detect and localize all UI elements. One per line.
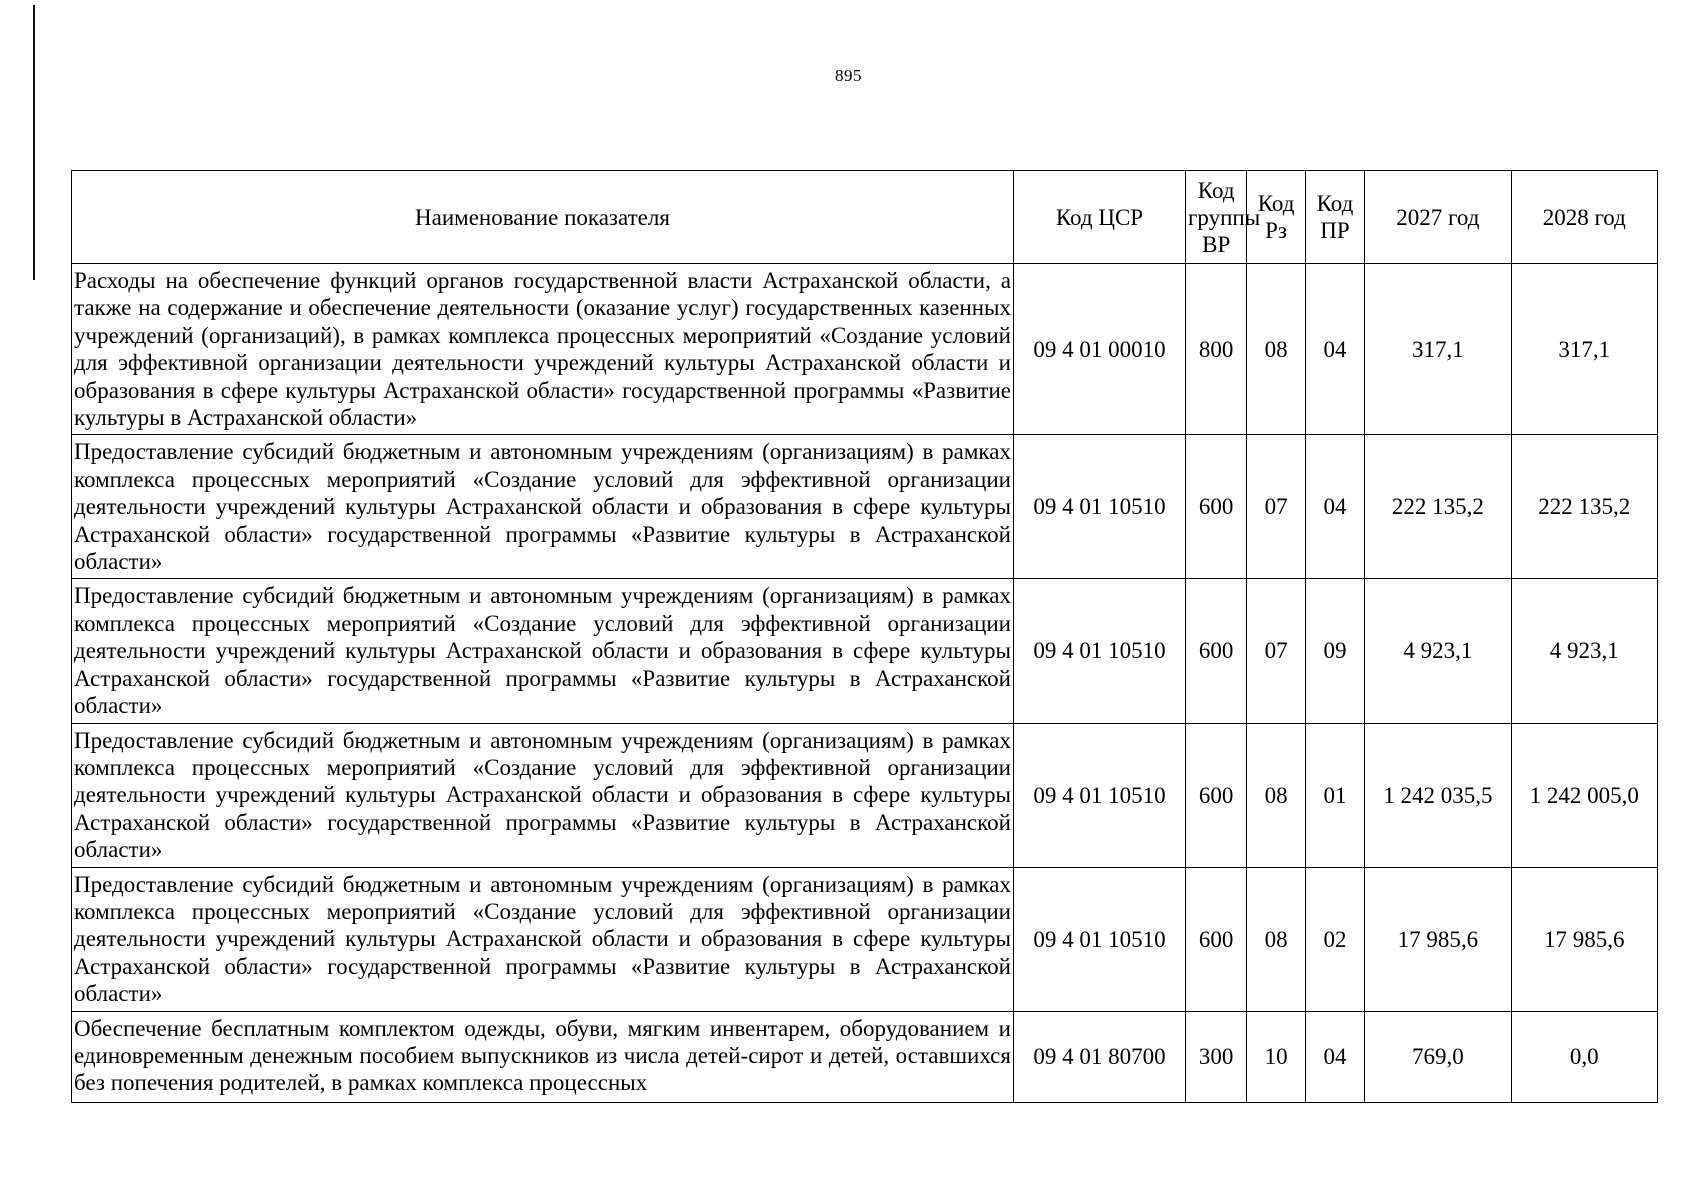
row-2028: 317,1 — [1511, 264, 1657, 435]
row-name: Предоставление субсидий бюджетным и автономным учреждениям (организациям) в рамках комплекса процессных мероприятий «Создание условий для эффективной организации деятельности учреждений культуры Астраханской области и образования в сфере культуры Астраханской области» государственной программы «Развитие культуры в Астраханской области» — [72, 723, 1014, 867]
budget-table — [71, 170, 1658, 1103]
row-csr: 09 4 01 00010 — [1013, 264, 1185, 435]
table-row — [72, 1011, 1658, 1102]
row-2027: 222 135,2 — [1365, 435, 1511, 579]
table-row — [72, 264, 1658, 435]
row-vr: 800 — [1185, 264, 1246, 435]
row-2028: 222 135,2 — [1511, 435, 1657, 579]
row-name: Предоставление субсидий бюджетным и автономным учреждениям (организациям) в рамках комплекса процессных мероприятий «Создание условий для эффективной организации деятельности учреждений культуры Астраханской области и образования в сфере культуры Астраханской области» государственной программы «Развитие культуры в Астраханской области» — [72, 579, 1014, 723]
header-rz: Код Рз — [1247, 171, 1305, 264]
row-pr: 04 — [1305, 435, 1364, 579]
row-csr: 09 4 01 10510 — [1013, 723, 1185, 867]
row-rz: 10 — [1247, 1011, 1305, 1102]
row-name: Расходы на обеспечение функций органов государственной власти Астраханской области, а также на содержание и обеспечение деятельности (оказание услуг) государственных казенных учреждений (организаций), в рамках комплекса процессных мероприятий «Создание условий для эффективной организации деятельности учреждений культуры Астраханской области и образования в сфере культуры Астраханской области» государственной программы «Развитие культуры в Астраханской области» — [72, 264, 1014, 435]
row-pr: 04 — [1305, 264, 1364, 435]
page-number: 895 — [835, 66, 862, 85]
row-2027: 17 985,6 — [1365, 867, 1511, 1011]
row-rz: 07 — [1247, 435, 1305, 579]
row-csr: 09 4 01 10510 — [1013, 579, 1185, 723]
row-pr: 02 — [1305, 867, 1364, 1011]
header-2027: 2027 год — [1365, 171, 1511, 264]
row-2027: 317,1 — [1365, 264, 1511, 435]
row-name: Предоставление субсидий бюджетным и автономным учреждениям (организациям) в рамках комплекса процессных мероприятий «Создание условий для эффективной организации деятельности учреждений культуры Астраханской области и образования в сфере культуры Астраханской области» государственной программы «Развитие культуры в Астраханской области» — [72, 435, 1014, 579]
left-margin-line — [33, 5, 35, 280]
row-csr: 09 4 01 10510 — [1013, 435, 1185, 579]
row-2027: 769,0 — [1365, 1011, 1511, 1102]
row-name: Предоставление субсидий бюджетным и автономным учреждениям (организациям) в рамках комплекса процессных мероприятий «Создание условий для эффективной организации деятельности учреждений культуры Астраханской области и образования в сфере культуры Астраханской области» государственной программы «Развитие культуры в Астраханской области» — [72, 867, 1014, 1011]
row-vr: 600 — [1185, 867, 1246, 1011]
row-vr: 600 — [1185, 579, 1246, 723]
row-csr: 09 4 01 10510 — [1013, 867, 1185, 1011]
row-rz: 08 — [1247, 867, 1305, 1011]
table-row — [72, 867, 1658, 1011]
row-rz: 08 — [1247, 264, 1305, 435]
row-2027: 1 242 035,5 — [1365, 723, 1511, 867]
header-pr: Код ПР — [1305, 171, 1364, 264]
row-vr: 600 — [1185, 435, 1246, 579]
header-name: Наименование показателя — [72, 171, 1014, 264]
header-vr: Код группы ВР — [1185, 171, 1246, 264]
row-2028: 0,0 — [1511, 1011, 1657, 1102]
table-header-row — [72, 171, 1658, 264]
row-vr: 600 — [1185, 723, 1246, 867]
row-name: Обеспечение бесплатным комплектом одежды, обуви, мягким инвентарем, оборудованием и единовременным денежным пособием выпускников из числа детей-сирот и детей, оставшихся без попечения родителей, в рамках комплекса процессных — [72, 1011, 1014, 1102]
row-2028: 4 923,1 — [1511, 579, 1657, 723]
row-rz: 08 — [1247, 723, 1305, 867]
header-2028: 2028 год — [1511, 171, 1657, 264]
row-csr: 09 4 01 80700 — [1013, 1011, 1185, 1102]
header-csr: Код ЦСР — [1013, 171, 1185, 264]
row-2027: 4 923,1 — [1365, 579, 1511, 723]
table-row — [72, 723, 1658, 867]
row-2028: 1 242 005,0 — [1511, 723, 1657, 867]
row-2028: 17 985,6 — [1511, 867, 1657, 1011]
row-pr: 04 — [1305, 1011, 1364, 1102]
row-pr: 09 — [1305, 579, 1364, 723]
row-vr: 300 — [1185, 1011, 1246, 1102]
row-pr: 01 — [1305, 723, 1364, 867]
table-row — [72, 435, 1658, 579]
table-row — [72, 579, 1658, 723]
row-rz: 07 — [1247, 579, 1305, 723]
